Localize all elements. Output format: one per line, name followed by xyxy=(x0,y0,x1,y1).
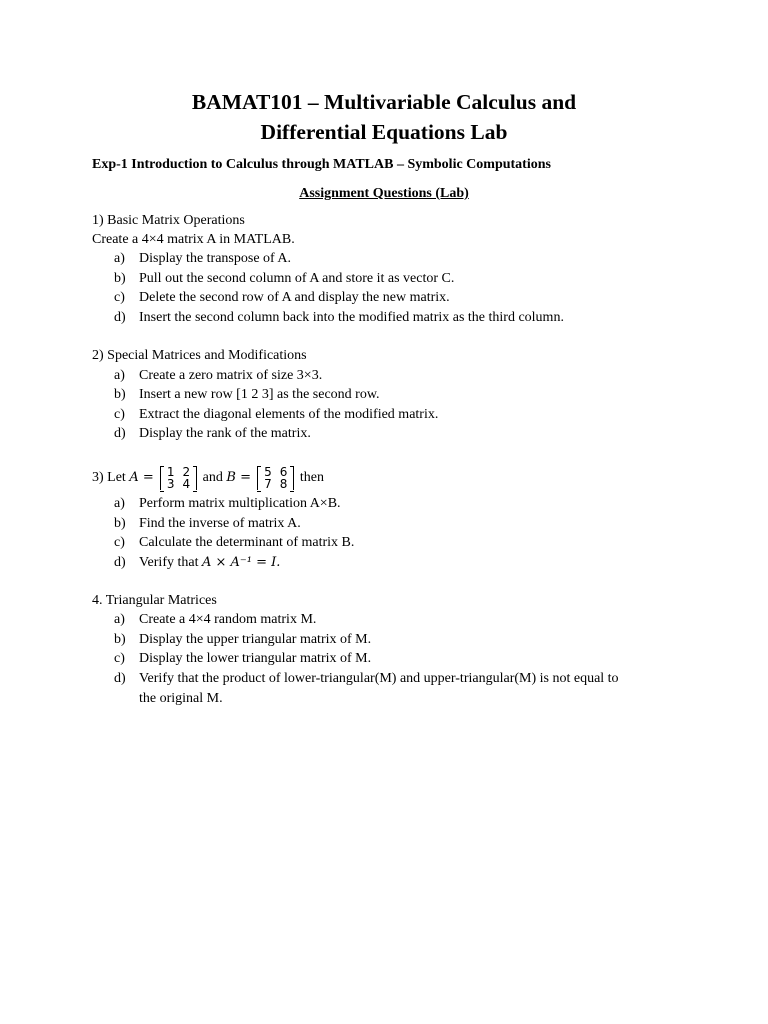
q1-item-a xyxy=(114,250,291,268)
q3-item-d xyxy=(114,554,280,572)
list-item-text: Perform matrix multiplication A×B. xyxy=(139,496,341,511)
list-item-text: Find the inverse of matrix A. xyxy=(139,516,301,531)
list-item-text: Pull out the second column of A and store it as vector C. xyxy=(139,271,455,286)
list-item-text: Display the transpose of A. xyxy=(139,251,292,266)
title-line-1: BAMAT101 – Multivariable Calculus and xyxy=(191,90,577,114)
q1-intro: Create a 4×4 matrix A in MATLAB. xyxy=(92,232,295,247)
q1-heading: 1) Basic Matrix Operations xyxy=(92,213,245,228)
list-marker: d) xyxy=(114,671,126,686)
list-marker: b) xyxy=(114,271,126,286)
q2-item-b xyxy=(114,386,380,404)
list-item-text: Create a 4×4 random matrix M. xyxy=(139,612,317,627)
q4-item-c xyxy=(114,650,371,668)
matrix-a-name: A xyxy=(129,470,139,485)
list-marker: b) xyxy=(114,387,126,402)
list-item-text: Calculate the determinant of matrix B. xyxy=(139,535,355,550)
list-item-text: Extract the diagonal elements of the modified matrix. xyxy=(139,407,439,422)
q3-item-c xyxy=(114,534,354,552)
matrix-cell: 2 xyxy=(182,464,191,479)
list-marker: a) xyxy=(114,368,125,383)
matrix-cell: 5 xyxy=(264,464,272,479)
title-line-2: Differential Equations Lab xyxy=(260,120,508,144)
list-marker: c) xyxy=(114,535,125,550)
q3-item-b xyxy=(114,515,301,533)
q2-heading: 2) Special Matrices and Modifications xyxy=(92,348,307,363)
list-item-text: Verify that xyxy=(139,555,199,570)
q2-item-c xyxy=(114,406,438,424)
matrix-b-name: B xyxy=(226,470,236,485)
list-marker: d) xyxy=(114,426,126,441)
q3-and: and xyxy=(202,470,223,485)
list-item-text: Delete the second row of A and display the new matrix. xyxy=(139,290,450,305)
list-marker: a) xyxy=(114,612,125,627)
list-marker: b) xyxy=(114,516,126,531)
q3-item-a xyxy=(114,495,341,513)
list-item-text: Insert the second column back into the modified matrix as the third column. xyxy=(139,310,564,325)
list-item-text: Verify that the product of lower-triangular(M) and upper-triangular(M) is not equal to xyxy=(139,671,619,686)
matrix-cell: 4 xyxy=(182,476,191,491)
q3-prefix: 3) Let xyxy=(92,470,126,485)
matrix-a xyxy=(160,466,197,490)
matrix-cell: 8 xyxy=(279,476,288,491)
list-marker: d) xyxy=(114,310,126,325)
list-marker: b) xyxy=(114,632,126,647)
matrix-cell: 1 xyxy=(166,464,175,479)
q4-item-d xyxy=(114,670,619,688)
q3-suffix: then xyxy=(299,470,325,485)
q4-item-d-continuation: the original M. xyxy=(139,691,223,706)
q3-heading xyxy=(92,462,324,494)
q2-item-d xyxy=(114,425,311,443)
equals-sign: = xyxy=(138,470,158,485)
list-marker: c) xyxy=(114,407,125,422)
matrix-cell: 6 xyxy=(279,464,288,479)
q4-heading: 4. Triangular Matrices xyxy=(92,593,217,608)
q4-item-b xyxy=(114,631,371,649)
experiment-subtitle: Exp-1 Introduction to Calculus through MATLAB – Symbolic Computations xyxy=(92,157,551,172)
matrix-b xyxy=(257,466,294,490)
list-marker: c) xyxy=(114,290,125,305)
q2-item-a xyxy=(114,367,322,385)
list-item-text: Display the upper triangular matrix of M. xyxy=(139,632,372,647)
assignment-heading: Assignment Questions (Lab) xyxy=(299,186,469,201)
list-marker: d) xyxy=(114,555,126,570)
list-marker: a) xyxy=(114,496,125,511)
list-item-text: Insert a new row [1 2 3] as the second row. xyxy=(139,387,380,402)
list-item-text: Display the rank of the matrix. xyxy=(139,426,311,441)
q4-item-a xyxy=(114,611,316,629)
list-marker: a) xyxy=(114,251,125,266)
list-item-text: Create a zero matrix of size 3×3. xyxy=(139,368,323,383)
q1-item-c xyxy=(114,289,450,307)
q1-item-b xyxy=(114,270,454,288)
list-marker: c) xyxy=(114,651,125,666)
list-item-text: Display the lower triangular matrix of M. xyxy=(139,651,372,666)
matrix-cell: 7 xyxy=(264,476,272,491)
matrix-cell: 3 xyxy=(166,476,175,491)
verify-expression: A × A⁻¹ = I. xyxy=(201,555,281,570)
q1-item-d xyxy=(114,309,564,327)
equals-sign: = xyxy=(235,470,256,485)
